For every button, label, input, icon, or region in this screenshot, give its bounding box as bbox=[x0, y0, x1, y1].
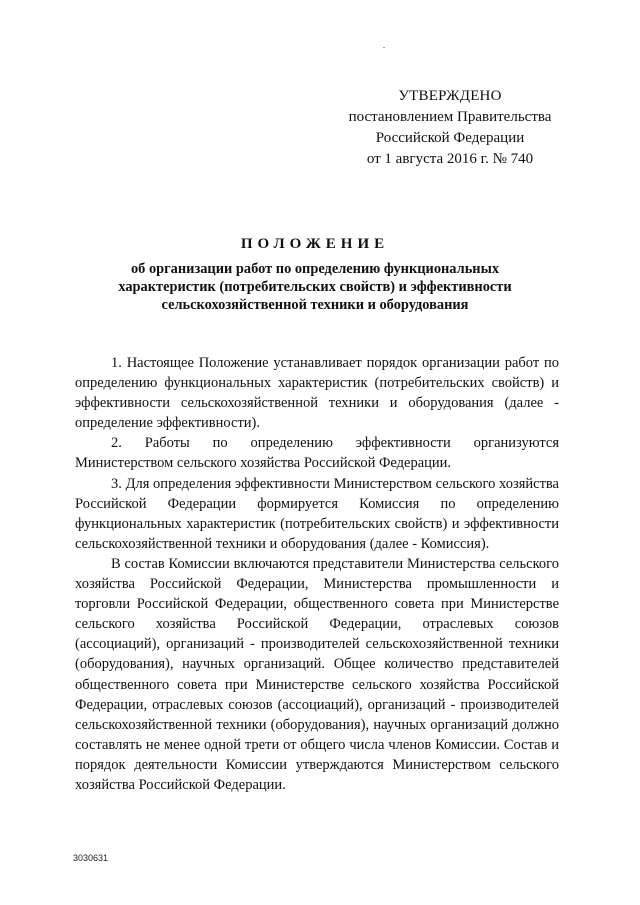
footer-document-code: 3030631 bbox=[73, 853, 109, 863]
title-block bbox=[70, 234, 560, 314]
paragraph-3: 3. Для определения эффективности Министерством сельского хозяйства Российской Федерации формируется Комиссия по определению функциональных характеристик (потребительских свойств) и эффективности сельскохозяйственной техники и оборудования (далее - Комиссия). bbox=[75, 475, 559, 552]
document-body bbox=[75, 353, 559, 795]
document-subtitle bbox=[70, 260, 560, 314]
approval-line-2: Российской Федерации bbox=[375, 130, 525, 146]
scan-speck bbox=[383, 47, 385, 48]
approval-line-3: от 1 августа 2016 г. № 740 bbox=[366, 151, 534, 167]
document-title: ПОЛОЖЕНИЕ bbox=[240, 236, 390, 252]
paragraph-1: 1. Настоящее Положение устанавливает порядок организации работ по определению функциональных характеристик (потребительских свойств) и эффективности сельскохозяйственной техники и оборудования (далее - определение эффективности). bbox=[75, 355, 559, 432]
subtitle-line-3: сельскохозяйственной техники и оборудования bbox=[161, 297, 469, 313]
subtitle-line-2: характеристик (потребительских свойств) и эффективности bbox=[118, 279, 512, 295]
subtitle-line-1: об организации работ по определению функциональных bbox=[130, 261, 500, 277]
paragraph-2: 2. Работы по определению эффективности организуются Министерством сельского хозяйства Российской Федерации. bbox=[75, 435, 559, 472]
approval-stamp bbox=[330, 86, 570, 170]
approval-heading: УТВЕРЖДЕНО bbox=[398, 88, 502, 104]
approval-line-1: постановлением Правительства bbox=[348, 109, 552, 125]
paragraph-4: В состав Комиссии включаются представители Министерства сельского хозяйства Российской Федерации, Министерства промышленности и торговли Российской Федерации, общественного совета при Министерстве сельского хозяйства Российской Федерации, отраслевых союзов (ассоциаций), организаций - производителей сельскохозяйственной техники (оборудования), научных организаций. Общее количество представителей общественного совета при Министерстве сельского хозяйства Российской Федерации, отраслевых союзов (ассоциаций), организаций - производителей сельскохозяйственной техники (оборудования), научных организаций должно составлять не менее одной трети от общего числа членов Комиссии. Состав и порядок деятельности Комиссии утверждаются Министерством сельского хозяйства Российской Федерации. bbox=[75, 555, 559, 793]
